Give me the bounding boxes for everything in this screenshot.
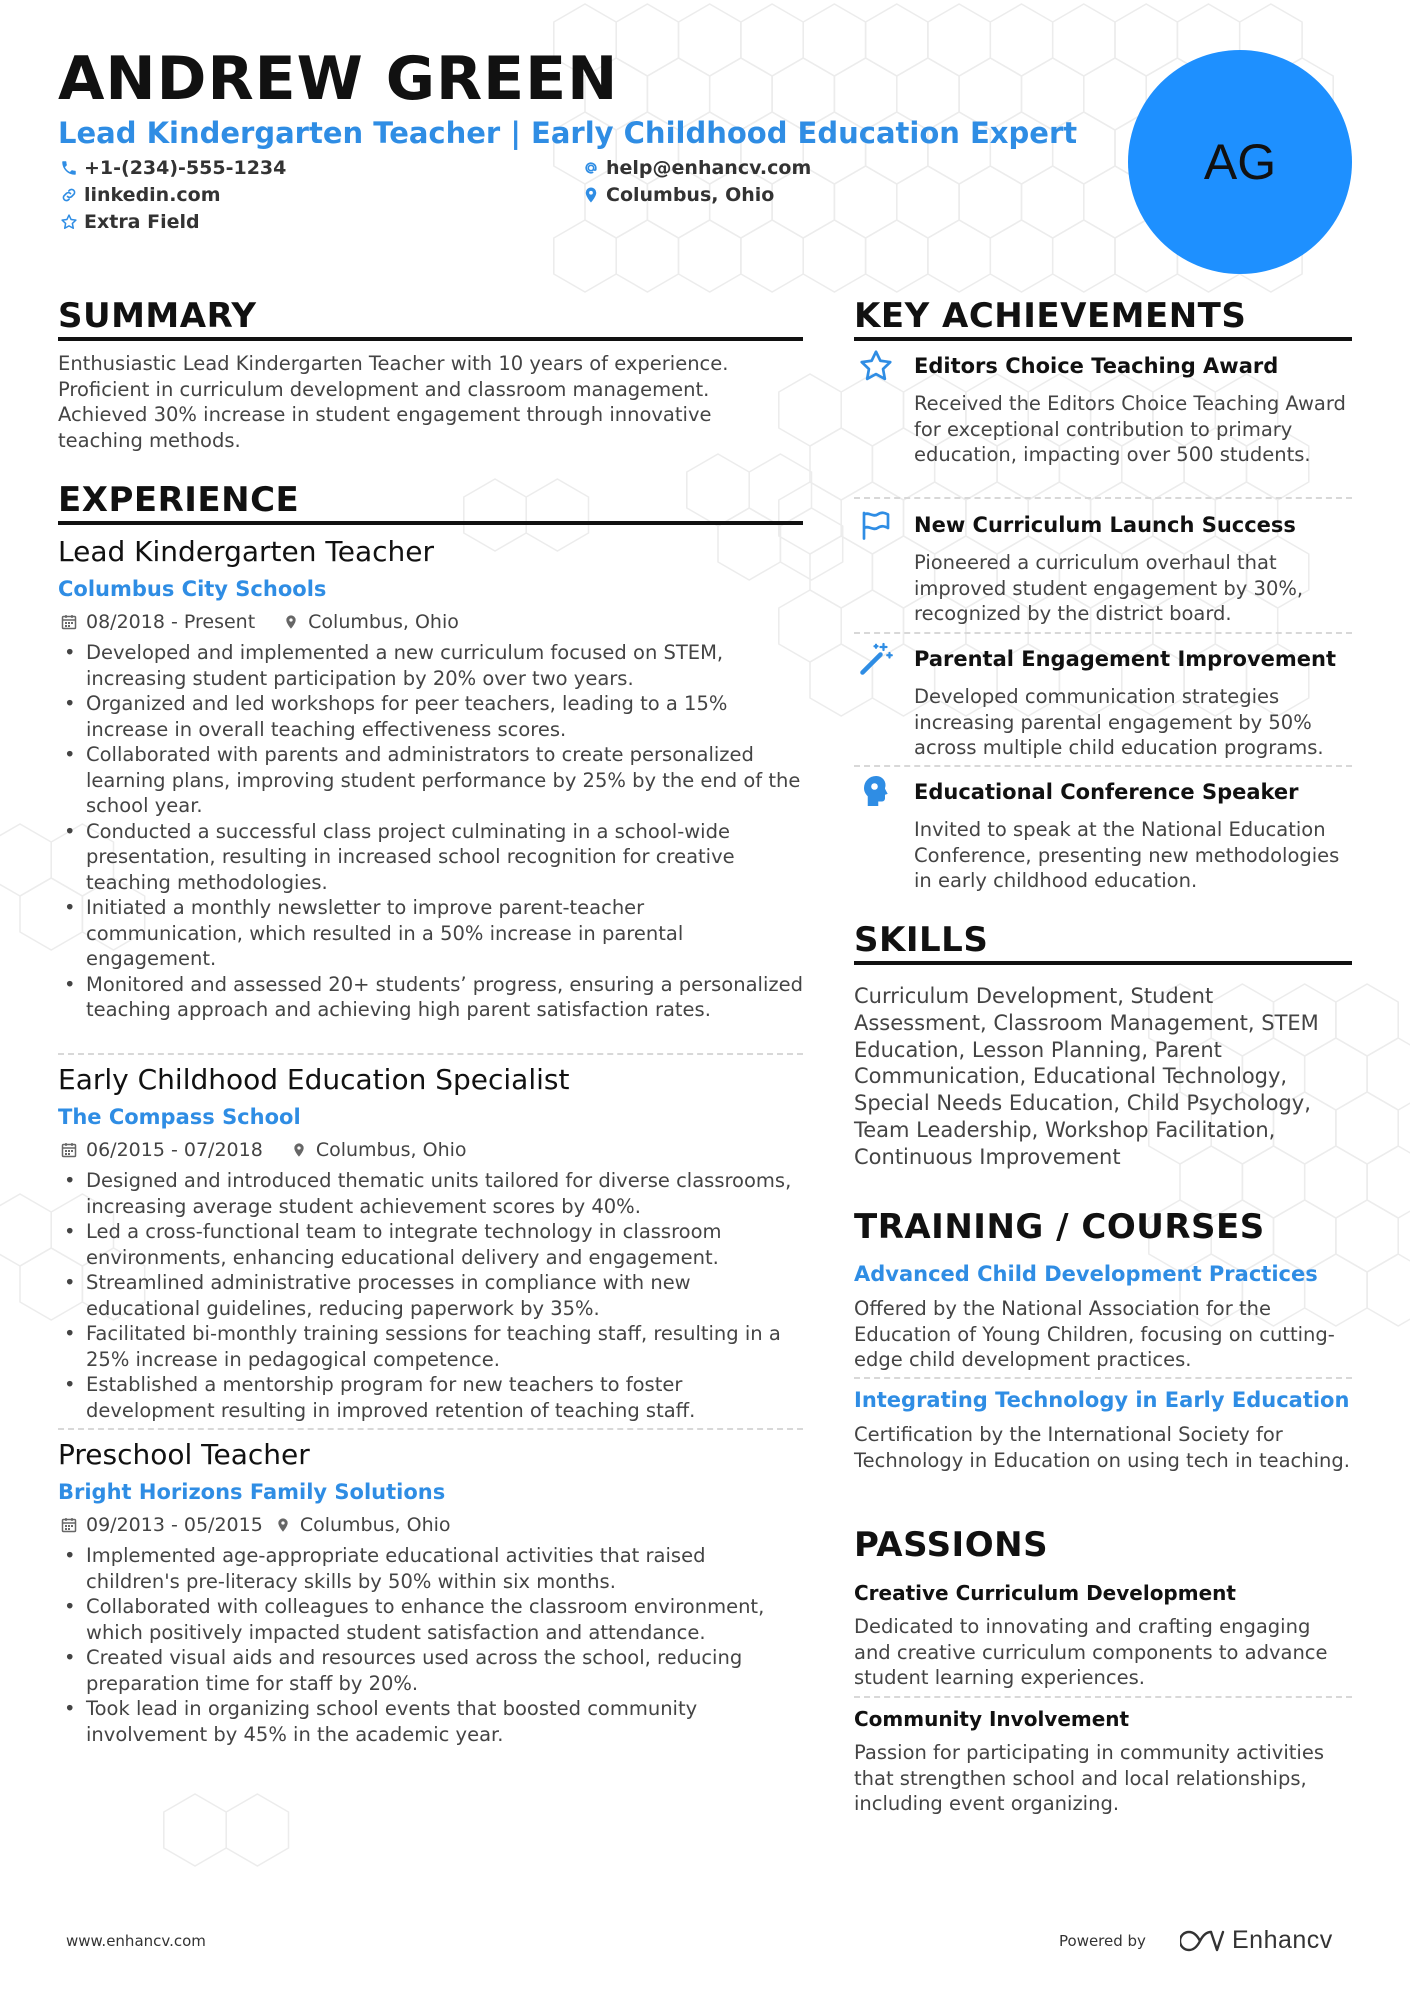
- divider: [854, 632, 1352, 634]
- job-location: Columbus, Ohio: [308, 611, 459, 633]
- list-item: • Implemented age-appropriate educational activities that raised children's pre-literacy skills by 50% within six months.: [58, 1543, 803, 1594]
- hexagon-shape: [779, 374, 841, 446]
- hexagon-shape: [841, 374, 903, 446]
- hexagon-shape: [928, 4, 990, 76]
- location-text: Columbus, Ohio: [606, 184, 775, 206]
- divider: [58, 1053, 803, 1055]
- hexagon-shape: [741, 4, 803, 76]
- achievement-text: Pioneered a curriculum overhaul that improved student engagement by 30%, recognized by the district board.: [914, 551, 1304, 625]
- location-pin-icon: [283, 614, 299, 630]
- link-icon: [60, 186, 78, 204]
- hexagon-shape: [866, 220, 928, 292]
- phone-icon: [60, 159, 78, 177]
- hexagon-shape: [616, 220, 678, 292]
- calendar-icon: [61, 614, 77, 630]
- hexagon-shape: [803, 4, 865, 76]
- list-item: • Led a cross-functional team to integrate technology in classroom environments, enhancing educational delivery and engagement.: [58, 1219, 803, 1270]
- skills-rule: [854, 961, 1352, 965]
- divider: [854, 1696, 1352, 1698]
- job-title: Preschool Teacher: [58, 1438, 310, 1471]
- calendar-icon: [61, 1517, 77, 1533]
- contact-extra-field: [60, 211, 200, 233]
- hexagon-shape: [1022, 166, 1084, 238]
- flag-icon: [858, 507, 894, 543]
- list-item: • Streamlined administrative processes in compliance with new educational guidelines, reducing paperwork by 35%.: [58, 1270, 803, 1321]
- passions-heading: PASSIONS: [854, 1525, 1049, 1565]
- course-title[interactable]: Integrating Technology in Early Education: [854, 1388, 1350, 1412]
- job-bullets: [58, 1543, 803, 1747]
- hexagon-shape: [834, 166, 896, 238]
- hexagon-shape: [718, 508, 780, 580]
- extra-field-text: Extra Field: [84, 211, 200, 233]
- job-title: Lead Kindergarten Teacher: [58, 535, 434, 568]
- summary-text: Enthusiastic Lead Kindergarten Teacher with 10 years of experience. Proficient in curriculum development and classroom management. Achieved 30% increase in student engagement through innovative teaching methods.: [58, 352, 729, 452]
- achievement-title: Educational Conference Speaker: [914, 780, 1299, 804]
- list-item: • Established a mentorship program for new teachers to foster development resulting in improved retention of teaching staff.: [58, 1372, 803, 1423]
- hexagon-shape: [990, 4, 1052, 76]
- job-company[interactable]: Bright Horizons Family Solutions: [58, 1480, 446, 1504]
- brand-logo[interactable]: [1180, 1926, 1333, 1955]
- achievement-title: Parental Engagement Improvement: [914, 647, 1337, 671]
- list-item: • Conducted a successful class project culminating in a school-wide presentation, resulting in increased school recognition for creative teaching methodologies.: [58, 819, 803, 896]
- achievement-title: Editors Choice Teaching Award: [914, 354, 1279, 378]
- hexagon-shape: [749, 454, 811, 526]
- at-sign-icon: [582, 159, 600, 177]
- star-icon: [858, 348, 894, 384]
- passion-text: Dedicated to innovating and crafting engaging and creative curriculum components to advance student learning experiences.: [854, 1615, 1328, 1689]
- hexagon-shape: [526, 479, 588, 551]
- hexagon-shape: [1115, 4, 1177, 76]
- passion-title: Creative Curriculum Development: [854, 1581, 1236, 1605]
- job-title: Early Childhood Education Specialist: [58, 1063, 570, 1096]
- email-text: help@enhancv.com: [606, 157, 812, 179]
- job-location: Columbus, Ohio: [299, 1514, 451, 1536]
- list-item: • Collaborated with parents and administrators to create personalized learning plans, improving student performance by 25% by the end of the school year.: [58, 742, 803, 819]
- brand-name: Enhancv: [1232, 1926, 1333, 1954]
- experience-rule: [58, 521, 803, 525]
- enhancv-logo-icon: [1180, 1928, 1226, 1954]
- hexagon-shape: [897, 166, 959, 238]
- location-pin-icon: [582, 186, 600, 204]
- calendar-icon: [61, 1142, 77, 1158]
- list-item: • Organized and led workshops for peer teachers, leading to a 15% increase in overall teaching effectiveness scores.: [58, 691, 803, 742]
- footer-url[interactable]: www.enhancv.com: [66, 1932, 206, 1950]
- divider: [854, 765, 1352, 767]
- list-item: • Collaborated with colleagues to enhance the classroom environment, which positively impacted student satisfaction and attendance.: [58, 1594, 803, 1645]
- job-dates: 09/2013 - 05/2015: [86, 1514, 263, 1536]
- achievement-text: Invited to speak at the National Education Conference, presenting new methodologies in early childhood education.: [914, 818, 1340, 892]
- hexagon-shape: [1053, 4, 1115, 76]
- hexagon-shape: [928, 220, 990, 292]
- list-item: • Monitored and assessed 20+ students’ progress, ensuring a personalized teaching approach and achieving high parent satisfaction rates.: [58, 972, 803, 1023]
- hexagon-shape: [741, 220, 803, 292]
- job-dates: 08/2018 - Present: [86, 611, 256, 633]
- candidate-name: ANDREW GREEN: [58, 44, 619, 114]
- hexagon-shape: [1367, 1254, 1410, 1326]
- hexagon-shape: [1336, 1200, 1398, 1272]
- contact-linkedin[interactable]: [60, 184, 221, 206]
- hexagon-shape: [780, 508, 842, 580]
- summary-rule: [58, 337, 803, 341]
- achievement-title: New Curriculum Launch Success: [914, 513, 1296, 537]
- job-company[interactable]: Columbus City Schools: [58, 577, 327, 601]
- candidate-headline: Lead Kindergarten Teacher | Early Childhood Education Expert: [58, 116, 1078, 150]
- passion-title: Community Involvement: [854, 1707, 1130, 1731]
- powered-by-label: Powered by: [1059, 1932, 1146, 1950]
- achievement-text: Received the Editors Choice Teaching Award for exceptional contribution to primary education, impacting over 500 students.: [914, 392, 1346, 466]
- achievements-rule: [854, 337, 1352, 341]
- achievement-text: Developed communication strategies increasing parental engagement by 50% across multiple child education programs.: [914, 685, 1324, 759]
- training-heading: TRAINING / COURSES: [854, 1207, 1265, 1247]
- hexagon-shape: [1367, 1146, 1410, 1218]
- hexagon-shape: [959, 166, 1021, 238]
- phone-text: +1-(234)-555-1234: [84, 157, 287, 179]
- skills-heading: SKILLS: [854, 920, 989, 960]
- job-bullets: [58, 640, 803, 1023]
- divider: [854, 1377, 1352, 1379]
- job-location: Columbus, Ohio: [315, 1139, 467, 1161]
- list-item: • Initiated a monthly newsletter to improve parent-teacher communication, which resulted in a 50% increase in parental engagement.: [58, 895, 803, 972]
- list-item: • Developed and implemented a new curriculum focused on STEM, increasing student participation by 20% over two years.: [58, 640, 803, 691]
- hexagon-shape: [679, 4, 741, 76]
- hexagon-shape: [990, 220, 1052, 292]
- job-dates: 06/2015 - 07/2018: [86, 1139, 263, 1161]
- avatar-initials: AG: [1203, 134, 1277, 190]
- job-meta: [61, 1514, 451, 1536]
- hexagon-shape: [0, 1194, 51, 1266]
- hexagon-shape: [0, 824, 51, 896]
- hexagon-shape: [1053, 220, 1115, 292]
- location-pin-icon: [291, 1142, 307, 1158]
- hexagon-shape: [1367, 1038, 1410, 1110]
- hexagon-shape: [810, 536, 872, 608]
- job-company[interactable]: The Compass School: [58, 1105, 301, 1129]
- divider: [58, 1428, 803, 1430]
- contact-location: [582, 184, 774, 206]
- course-text: Certification by the International Society for Technology in Education on using tech in teaching.: [854, 1423, 1350, 1472]
- list-item: • Facilitated bi-monthly training sessions for teaching staff, resulting in a 25% increase in pedagogical competence.: [58, 1321, 803, 1372]
- star-outline-icon: [60, 213, 78, 231]
- avatar: [1128, 50, 1352, 274]
- linkedin-text: linkedin.com: [84, 184, 221, 206]
- list-item: • Created visual aids and resources used across the school, reducing preparation time for staff by 20%.: [58, 1645, 803, 1696]
- hexagon-shape: [554, 220, 616, 292]
- hexagon-shape: [679, 220, 741, 292]
- hexagon-shape: [810, 428, 872, 500]
- passion-text: Passion for participating in community activities that strengthen school and local relationships, including event organizing.: [854, 1741, 1324, 1815]
- hexagon-shape: [616, 4, 678, 76]
- divider: [854, 497, 1352, 499]
- contact-phone[interactable]: [60, 157, 286, 179]
- hexagon-shape: [687, 454, 749, 526]
- hexagon-shape: [164, 1794, 226, 1866]
- hexagon-shape: [803, 220, 865, 292]
- hexagon-shape: [226, 1794, 288, 1866]
- job-meta: [61, 611, 459, 633]
- location-pin-icon: [275, 1517, 291, 1533]
- skills-text: Curriculum Development, Student Assessment, Classroom Management, STEM Education, Lesson Planning, Parent Communication, Educational Technology, Special Needs Education, Child Psychology, Team Leadership, Workshop Facilitation, Continuous Improvement: [854, 984, 1319, 1169]
- list-item: • Took lead in organizing school events that boosted community involvement by 45% in the academic year.: [58, 1696, 803, 1747]
- contact-email[interactable]: [582, 157, 811, 179]
- hexagon-shape: [464, 479, 526, 551]
- hexagon-shape: [779, 482, 841, 554]
- summary-heading: SUMMARY: [58, 296, 257, 336]
- course-title[interactable]: Advanced Child Development Practices: [854, 1262, 1318, 1286]
- achievements-heading: KEY ACHIEVEMENTS: [854, 296, 1247, 336]
- course-text: Offered by the National Association for the Education of Young Children, focusing on cutting-edge child development practices.: [854, 1297, 1335, 1371]
- head-icon: [858, 773, 894, 809]
- job-meta: [61, 1139, 467, 1161]
- hexagon-shape: [866, 4, 928, 76]
- list-item: • Designed and introduced thematic units tailored for diverse classrooms, increasing average student achievement scores by 40%.: [58, 1168, 803, 1219]
- job-bullets: [58, 1168, 803, 1423]
- experience-heading: EXPERIENCE: [58, 480, 300, 520]
- magic-wand-icon: [858, 641, 894, 677]
